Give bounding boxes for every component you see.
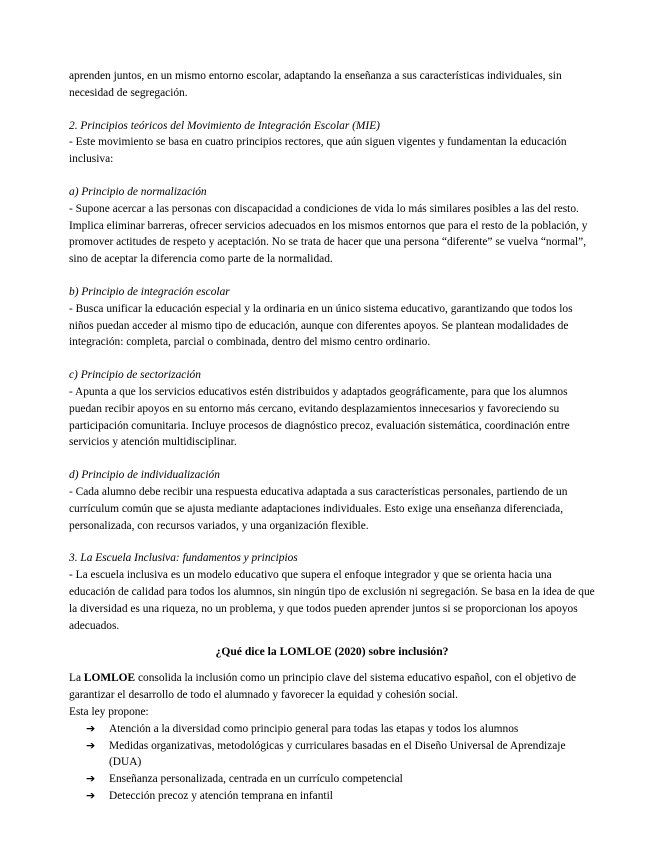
principle-c-body: - Apunta a que los servicios educativos estén distribuidos y adaptados geográficamente, para que los alumnos puedan recibir apoyos en su entorno más cercano, evitando desplazamientos innecesarios y favoreciendo su participación comunitaria. Incluye procesos de diagnóstico precoz, evaluación sistemática, coordinación entre servicios y atención multidisciplinar. [69, 385, 570, 449]
list-item [69, 721, 595, 738]
lomloe-name: LOMLOE [83, 672, 136, 685]
section-2-body: - Este movimiento se basa en cuatro principios rectores, que aún siguen vigentes y fundamentan la educación inclusiva: [69, 136, 567, 166]
principle-a-title: a) Principio de normalización [69, 185, 207, 198]
intro-paragraph: aprenden juntos, en un mismo entorno escolar, adaptando la enseñanza a sus características individuales, sin necesidad de segregación. [69, 70, 562, 99]
principle-d-body: - Cada alumno debe recibir una respuesta educativa adaptada a sus características personales, partiendo de un currículum común que se ajusta mediante adaptaciones individuales. Esto exige una enseñanza diferenciada, personalizada, con recursos variados, y una organización flexible. [69, 485, 568, 532]
arrow-bullet-icon: ➔ [86, 772, 96, 786]
arrow-bullet-icon: ➔ [86, 788, 96, 802]
arrow-bullet-icon: ➔ [86, 738, 96, 752]
section-3-body: - La escuela inclusiva es un modelo educativo que supera el enfoque integrador y que se orienta hacia una educación de calidad para todos los alumnos, sin ningún tipo de exclusión ni segregación. Se basa en la idea de que la diversidad es una riqueza, no un problema, y que todos pueden aprender juntos si se proporcionan los apoyos adecuados. [69, 569, 595, 632]
list-item-text: Atención a la diversidad como principio general para todas las etapas y todos los alumnos [109, 722, 519, 735]
lomloe-intro-rest: consolida la inclusión como un principio clave del sistema educativo español, con el objetivo de garantizar el desarrollo de todo el alumnado y favorecer la equidad y cohesión social. [69, 672, 577, 702]
lomloe-intro [69, 670, 595, 704]
principle-a-body: - Supone acercar a las personas con discapacidad a condiciones de vida lo más similares posibles a las del resto. Implica eliminar barreras, ofrecer servicios adecuados en los mismos entornos que para el resto de la población, y promover actitudes de respeto y aceptación. No se trata de hacer que una persona “diferente” se vuelva “normal”, sino de aceptar la diferencia como parte de la normalidad. [69, 202, 588, 266]
lomloe-heading: ¿Qué dice la LOMLOE (2020) sobre inclusión? [215, 645, 449, 659]
list-item-text: Enseñanza personalizada, centrada en un currículo competencial [109, 773, 403, 786]
list-item [69, 738, 595, 772]
principle-b-body: - Busca unificar la educación especial y la ordinaria en un único sistema educativo, garantizando que todos los niños puedan acceder al mismo tipo de educación, aunque con diferentes apoyos. Se plantean modalidades de integración: completa, parcial o combinada, dentro del mismo centro ordinario. [69, 302, 573, 349]
lomloe-proposes: Esta ley propone: [69, 705, 149, 718]
list-item-text: Medidas organizativas, metodológicas y curriculares basadas en el Diseño Universal de Aprendizaje (DUA) [109, 739, 566, 769]
principle-c-title: c) Principio de sectorización [69, 369, 201, 382]
lomloe-intro-prefix: La [69, 672, 84, 685]
list-item-text: Detección precoz y atención temprana en infantil [109, 789, 333, 802]
section-2-title: 2. Principios teóricos del Movimiento de Integración Escolar (MIE) [69, 119, 380, 132]
list-item [69, 771, 595, 788]
lomloe-proposals-list [69, 721, 595, 805]
section-3-title: 3. La Escuela Inclusiva: fundamentos y principios [69, 552, 298, 565]
principle-d-title: d) Principio de individualización [69, 469, 220, 482]
principle-b-title: b) Principio de integración escolar [69, 285, 230, 298]
list-item [69, 788, 595, 805]
arrow-bullet-icon: ➔ [86, 721, 96, 735]
